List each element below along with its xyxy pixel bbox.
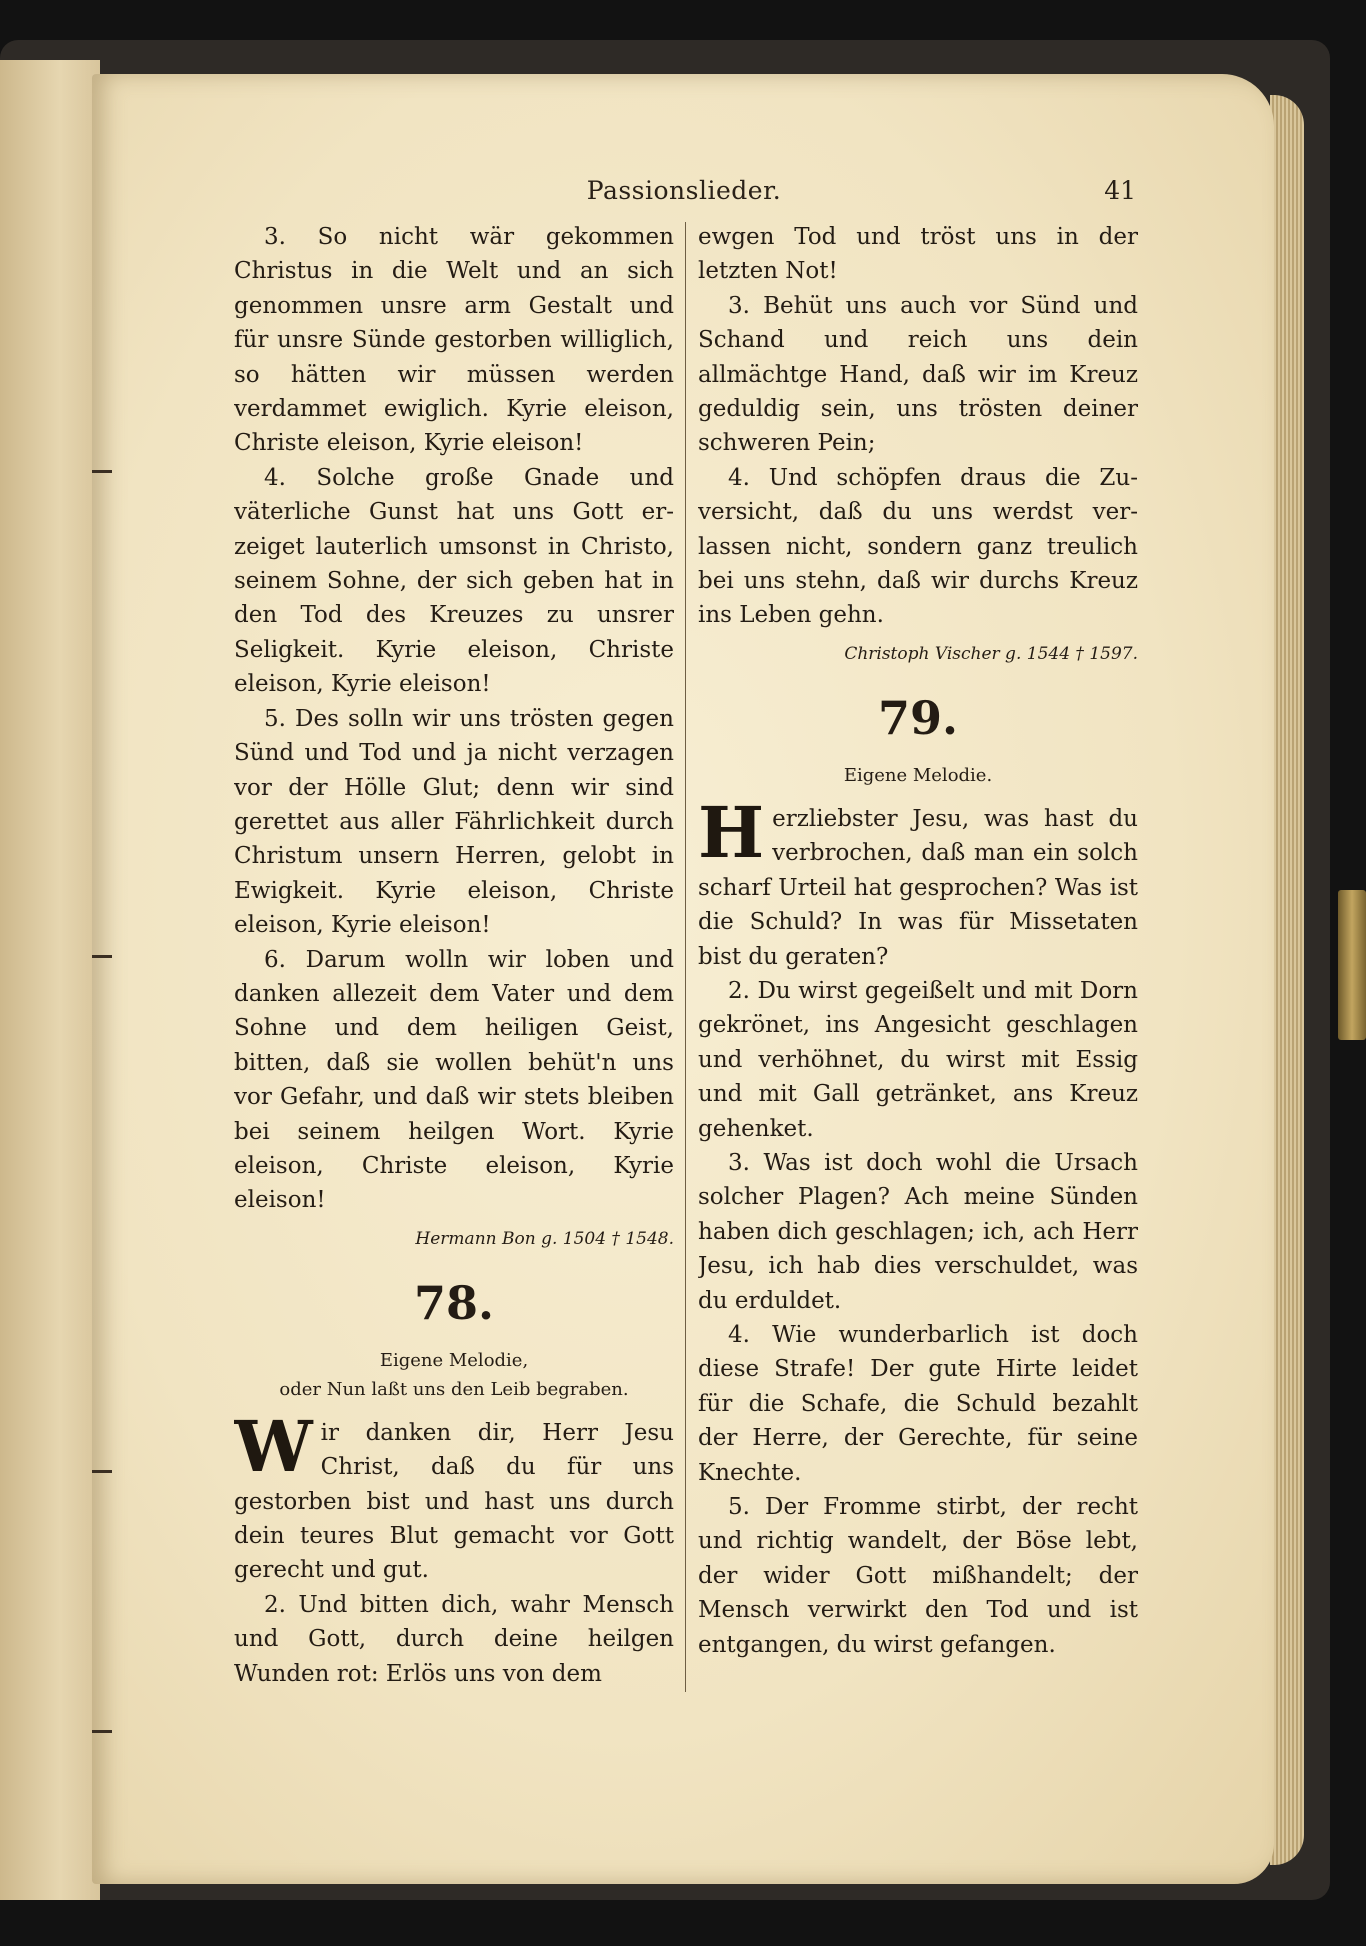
verse-paragraph: 6. Darum wolln wir loben und danken allezeit dem Vater und dem Sohne und dem heiligen Geist, bitten, daß sie wollen behüt'n uns vor Gefahr, und daß wir stets bleiben bei seinem heilgen Wort. Kyrie eleison, Christe eleison, Kyrie eleison! bbox=[234, 946, 674, 1214]
page-number: 41 bbox=[1104, 176, 1136, 205]
binding-pin bbox=[92, 470, 112, 473]
verse-paragraph: 5. Der Fromme stirbt, der recht und richtig wandelt, der Böse lebt, der wider Gott mißhandelt; der Mensch verwirkt den Tod und ist entgangen, du wirst gefangen. bbox=[698, 1494, 1138, 1658]
author-attribution: Christoph Vischer g. 1544 † 1597. bbox=[844, 643, 1138, 664]
melody-line: oder Nun laßt uns den Leib begraben. bbox=[279, 1378, 629, 1400]
verse-continuation: ewgen Tod und tröst uns in der letzten Not! bbox=[698, 224, 1138, 285]
drop-cap: W bbox=[234, 1404, 313, 1488]
hymn-first-verse bbox=[234, 1404, 674, 1588]
right-column bbox=[698, 220, 1138, 1710]
verse-paragraph: 4. Und schöpfen draus die Zuversicht, daß du uns werdst verlassen nicht, sondern ganz treulich bei uns stehn, daß wir durchs Kreuz ins Leben gehn. bbox=[698, 464, 1138, 629]
running-title: Passionslieder. bbox=[586, 176, 782, 205]
binding-pin bbox=[92, 955, 112, 958]
verse-paragraph: 5. Des solln wir uns trösten gegen Sünd und Tod und ja nicht verzagen vor der Hölle Glut; denn wir sind gerettet aus aller Fährlichkeit durch Christum unsern Herren, gelobt in Ewigkeit. Kyrie eleison, Christe eleison, Kyrie eleison! bbox=[234, 705, 674, 939]
binding-pin bbox=[92, 1730, 112, 1733]
melody-note bbox=[234, 1346, 674, 1404]
verse-paragraph: 2. Du wirst gegeißelt und mit Dorn gekrönet, ins Angesicht geschlagen und verhöhnet, du wirst mit Essig und mit Gall getränket, ans Kreuz gehenket. bbox=[698, 977, 1138, 1142]
hymn-first-verse bbox=[698, 790, 1138, 974]
verse-text: ir danken dir, Herr Jesu Christ, daß du für uns gestorben bist und hast uns durch dein teures Blut gemacht vor Gott gerecht und gut. bbox=[234, 1419, 674, 1584]
brass-clasp bbox=[1338, 890, 1366, 1040]
verse-paragraph: 3. Behüt uns auch vor Sünd und Schand und reich uns dein allmächtge Hand, daß wir im Kreuz geduldig sein, uns trösten deiner schweren Pein; bbox=[698, 292, 1138, 457]
hymn-number: 78. bbox=[413, 1275, 495, 1330]
verse-text: erzliebster Jesu, was hast du verbrochen, daß man ein solch scharf Urteil hat gesprochen? Was ist die Schuld? In was für Missetaten bist du geraten? bbox=[698, 805, 1138, 970]
melody-line: Eigene Melodie, bbox=[379, 1349, 529, 1371]
verse-paragraph: 3. So nicht wär gekommen Christus in die Welt und an sich genommen unsre arm Gestalt und für unsre Sünde gestorben williglich, so hätten wir müssen werden verdammet ewiglich. Kyrie eleison, Christe eleison, Kyrie eleison! bbox=[234, 224, 674, 457]
left-column bbox=[234, 220, 674, 1710]
hymn-number: 79. bbox=[877, 690, 959, 745]
melody-note: Eigene Melodie. bbox=[843, 764, 993, 786]
author-attribution: Hermann Bon g. 1504 † 1548. bbox=[415, 1228, 674, 1249]
facing-page-edge bbox=[0, 60, 100, 1900]
verse-paragraph: 3. Was ist doch wohl die Ursach solcher Plagen? Ach meine Sünden haben dich geschlagen; ich, ach Herr Jesu, ich hab dies verschuldet, was du erduldet. bbox=[698, 1149, 1138, 1314]
drop-cap: H bbox=[698, 790, 765, 874]
binding-pin bbox=[92, 1470, 112, 1473]
verse-paragraph: 4. Solche große Gnade und väterliche Gunst hat uns Gott erzeiget lauterlich umsonst in Christo, seinem Sohne, der sich geben hat in den Tod des Kreuzes zu unsrer Seligkeit. Kyrie eleison, Christe eleison, Kyrie eleison! bbox=[234, 464, 674, 698]
page-header bbox=[232, 176, 1136, 210]
column-divider bbox=[685, 222, 686, 1692]
verse-paragraph: 4. Wie wunderbarlich ist doch diese Strafe! Der gute Hirte leidet für die Schafe, die Schuld bezahlt der Herre, der Gerechte, für seine Knechte. bbox=[698, 1321, 1138, 1486]
verse-paragraph: 2. Und bitten dich, wahr Mensch und Gott, durch deine heilgen Wunden rot: Erlös uns von dem bbox=[234, 1591, 674, 1687]
page-stack-edge bbox=[1270, 95, 1304, 1865]
